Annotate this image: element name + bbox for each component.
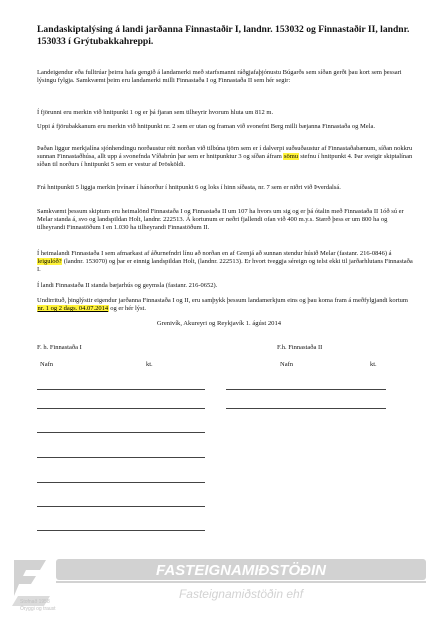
document-title: Landaskiptalýsing á landi jarðanna Finnastaðir I, landnr. 153032 og Finnastaðir II, landnr. 153033 í Grýtubakkahreppi.	[37, 24, 410, 47]
signature-heading-left: F. h. Finnastaða I	[37, 344, 82, 351]
logo-sub-text: Fasteignamiðstöðin ehf	[178, 587, 304, 601]
paragraph-8-post: og er hér lýst.	[108, 305, 146, 313]
paragraph-7: Í landi Finnastaða II standa bæjarhús og geymsla (fastanr. 216-0652).	[37, 282, 218, 289]
paragraph-6	[37, 250, 415, 274]
paragraph-3-post: stefnu í hnitpunkt 4. Þar sveigir skiptalínan síðan til norðurs í hnitpunkt 5 sem er vestur af Þrösköldi.	[37, 153, 413, 169]
paragraph-8	[37, 297, 415, 313]
signature-line[interactable]	[226, 389, 386, 390]
place-date: Grenivík, Akureyri og Reykjavík 1. ágúst 2014	[156, 320, 282, 327]
fasteignamidstodin-logo	[6, 556, 426, 614]
kt-label-left: kt.	[146, 361, 153, 368]
name-label-left: Nafn	[40, 361, 53, 368]
paragraph-6-post: (landnr. 153070) og þar er einnig landspildan Holt, (landnr. 222513). Er hvort tveggja séreign og telst ekki til jarðarhlutans Finnastaða I.	[37, 258, 413, 274]
paragraph-4: Frá hnitpunkti 5 liggja merkin þvínær í hánorður í hnitpunkt 6 og loks í hinn síðasta, nr. 7 sem er niðri við Þverdalsá.	[37, 184, 341, 191]
paragraph-6-pre: Í heimalandi Finnastaða I sem afmarkast af áðurnefndri línu að norðan en af Grenjá að sunnan stendur húsið Melar (fastanr. 216-0846) á	[37, 250, 392, 257]
paragraph-3-pre: Þaðan liggur merkjalína sjónhendingu norðaustur rétt norðan við tilbúna tjörn sem er í dalverpi suðsuðaustur af Finnastaðabænum, síðan nokkru sunnan Finnastaðhúsa, allt upp á svonefnda Víðabrún þar sem er hnitpunktur 3 og síðan áfram	[37, 145, 413, 161]
name-label-right: Nafn	[280, 361, 293, 368]
signature-line[interactable]	[37, 530, 205, 531]
signature-heading-right: F.h. Finnastaða II	[277, 344, 323, 351]
signature-line[interactable]	[37, 389, 205, 390]
logo-badge-bottom: Öryggi og traust	[20, 606, 56, 612]
highlight-somu: sömu	[283, 153, 299, 161]
paragraph-3	[37, 145, 415, 169]
signature-line[interactable]	[37, 506, 205, 507]
paragraph-8-pre: Undirrituð, þinglýstir eigendur jarðanna Finnastaða I og II, eru samþykk þessum landamerkjum eins og þau koma fram á meðfylgjandi kortum	[37, 297, 408, 304]
signature-line[interactable]	[37, 482, 205, 483]
highlight-leigulod: leigulóð?	[37, 258, 62, 266]
highlight-map-date: nr. 1 og 2 dags. 04.07.2014	[37, 305, 109, 313]
logo-main-text: FASTEIGNAMIÐSTÖÐIN	[155, 562, 327, 579]
logo-badge-top: Stofnað 1958	[20, 599, 50, 605]
logo-mark-icon	[14, 560, 46, 596]
paragraph-5: Samkvæmt þessum skiptum eru heimalönd Finnastaða I og Finnastaða II um 107 ha hvors um sig og er þá ótalin með Finnastaða II 1óð sú er Melar standa á, svo og landspildan Holt, landnr. 222513. Á kortunum er neðri fjallendi ofan við 400 m.y.s. Stærð þess er um 800 ha og tilheyrandi Finnastöðum I en 1.030 ha tilheyrandi Finnastöðum II.	[37, 208, 404, 232]
signature-line[interactable]	[37, 432, 205, 433]
signature-line[interactable]	[37, 408, 205, 409]
signature-line[interactable]	[226, 408, 386, 409]
signature-line[interactable]	[37, 457, 205, 458]
paragraph-intro: Landeigendur eða fulltrúar þeirra hafa gengið á landamerki með starfsmanni ráðgjafaþjónustu Búgarðs sem síðan gerði þau kort sem þessari lýsingu fylgja. Samkvæmt þeim eru landamerki milli Finnastaða I og Finnastaða II sem hér segir:	[37, 69, 402, 85]
paragraph-2: Uppi á fjörubakkanum eru merkin við hnitpunkt nr. 2 sem er utan og framan við svonefnt Berg milli bæjanna Finnastaða og Mela.	[37, 123, 375, 130]
paragraph-1: Í fjörunni eru merkin við hnitpunkt 1 og er þá fjaran sem tilheyrir hvorum hluta um 812 m.	[37, 109, 274, 116]
kt-label-right: kt.	[370, 361, 377, 368]
